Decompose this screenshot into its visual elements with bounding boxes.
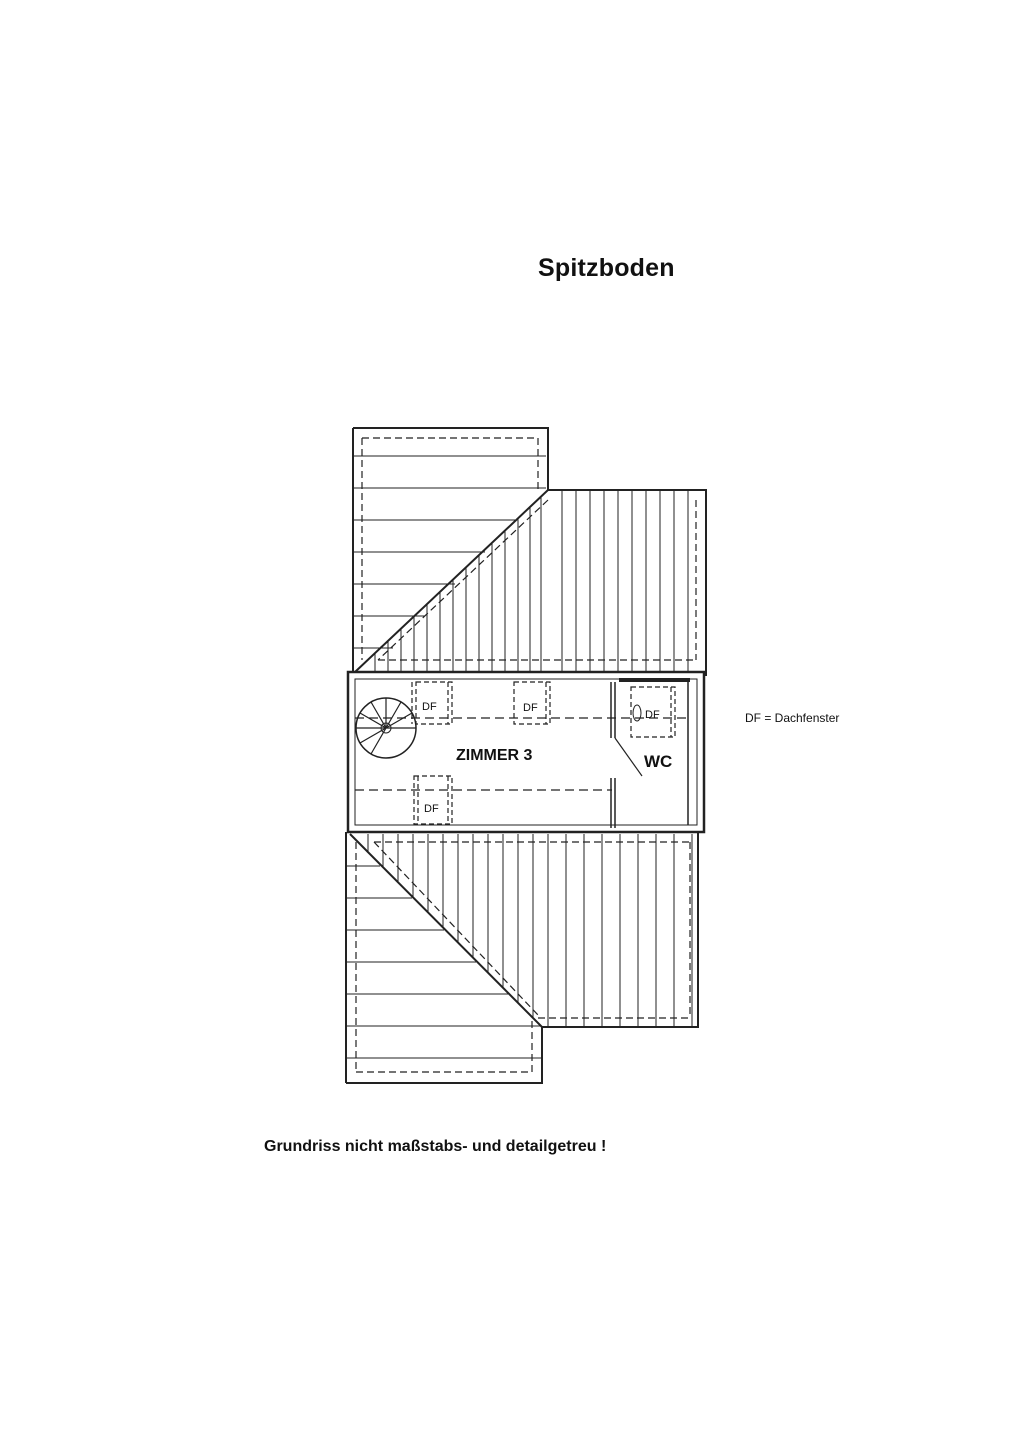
skylight-label: DF: [645, 709, 660, 721]
roof-bottom-left: [346, 832, 542, 1083]
skylight: [414, 776, 452, 824]
room-label: WC: [644, 752, 673, 771]
skylight-label: DF: [424, 803, 439, 815]
skylight-label: DF: [422, 701, 437, 713]
room-label: ZIMMER 3: [456, 747, 533, 764]
page-title: Spitzboden: [538, 254, 675, 282]
spiral-stair: [356, 698, 416, 758]
roof-top-left: [353, 428, 548, 672]
skylight-label: DF: [523, 702, 538, 714]
legend-df: DF = Dachfenster: [745, 711, 840, 725]
disclaimer-note: Grundriss nicht maßstabs- und detailgetreu !: [264, 1138, 607, 1155]
roof-top-right: [355, 490, 706, 676]
